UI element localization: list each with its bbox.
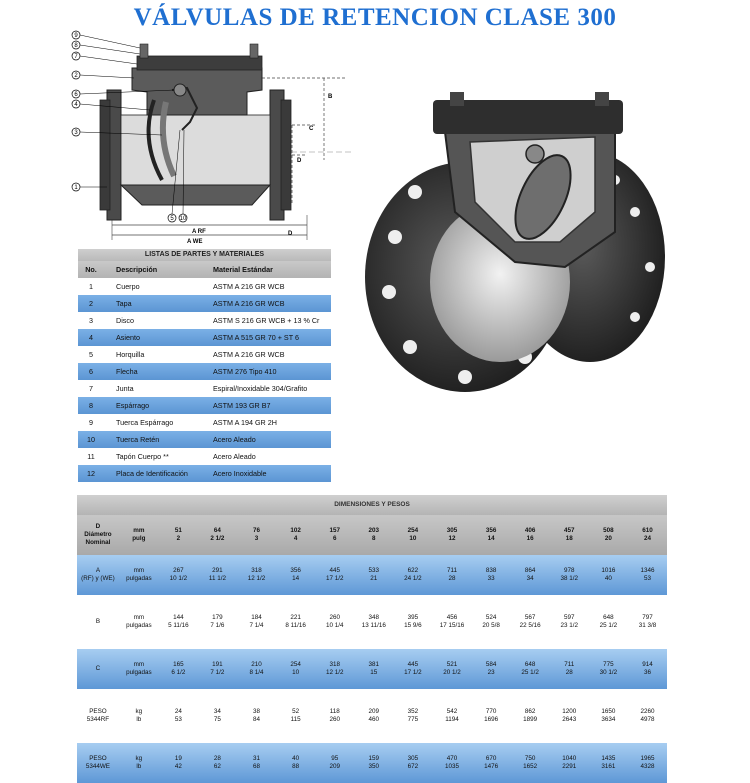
value-cell: 352 775: [407, 708, 419, 723]
dim-label-c: C: [309, 126, 314, 132]
parts-table-caption: LISTAS DE PARTES Y MATERIALES: [78, 249, 331, 261]
value-cell: 157 6: [329, 527, 340, 542]
row-unit: mm pulgadas: [126, 567, 152, 582]
part-material: Acero Inoxidable: [213, 469, 267, 478]
part-no: 6: [89, 367, 93, 376]
part-description: Disco: [116, 316, 134, 325]
row-label: PESO 5344WE: [85, 755, 111, 770]
value-cell: 356 14: [290, 567, 301, 582]
part-material: Acero Aleado: [213, 452, 256, 461]
part-no: 7: [89, 384, 93, 393]
row-unit: kg lb: [135, 708, 143, 723]
value-cell: 291 11 1/2: [208, 567, 226, 582]
value-cell: 622 24 1/2: [404, 567, 422, 582]
part-description: Tapa: [116, 299, 132, 308]
value-cell: 159 350: [368, 755, 380, 770]
part-description: Tuerca Retén: [116, 435, 160, 444]
value-cell: 670 1476: [484, 755, 499, 770]
table-row: [78, 431, 331, 448]
part-no: 9: [89, 418, 93, 427]
value-cell: 24 53: [174, 708, 182, 723]
value-cell: 648 25 1/2: [521, 661, 539, 676]
table-row: [77, 649, 667, 689]
row-label: C: [95, 665, 101, 672]
part-description: Asiento: [116, 333, 140, 342]
row-spacer: [77, 689, 667, 696]
value-cell: 64 2 1/2: [210, 527, 225, 542]
table-row: [77, 743, 667, 783]
value-cell: 584 23: [485, 661, 497, 676]
value-cell: 610 24: [642, 527, 653, 542]
value-cell: 750 1652: [523, 755, 538, 770]
table-row: [78, 465, 331, 482]
dim-label-b: B: [328, 94, 333, 100]
value-cell: 862 1899: [523, 708, 538, 723]
value-cell: 184 7 1/4: [249, 614, 264, 629]
svg-text:7: 7: [74, 54, 78, 60]
part-material: ASTM A 216 GR WCB: [213, 282, 285, 291]
value-cell: 318 12 1/2: [247, 567, 266, 582]
svg-text:1: 1: [74, 185, 78, 191]
part-no: 2: [89, 299, 93, 308]
dim-label-a-rf: A RF: [192, 229, 206, 235]
dimensions-table-caption: DIMENSIONES Y PESOS: [77, 495, 667, 515]
value-cell: 165 6 1/2: [171, 661, 186, 676]
value-cell: 597 23 1/2: [560, 614, 579, 629]
value-cell: 542 1194: [445, 708, 459, 723]
part-material: ASTM 193 GR B7: [213, 401, 271, 410]
value-cell: 648 25 1/2: [599, 614, 618, 629]
value-cell: 978 38 1/2: [560, 567, 579, 582]
value-cell: 144 5 11/16: [168, 614, 189, 629]
part-no: 4: [89, 333, 93, 342]
part-material: ASTM S 216 GR WCB + 13 % Cr: [213, 316, 320, 325]
part-description: Placa de Identificación: [116, 469, 188, 478]
dim-label-a-we: A WE: [187, 239, 203, 245]
row-unit: mm pulgadas: [126, 614, 152, 629]
value-cell: 28 62: [213, 755, 221, 770]
value-cell: 457 18: [564, 527, 575, 542]
header-material: Material Estándar: [213, 265, 273, 274]
value-cell: 1346 53: [640, 567, 655, 582]
part-description: Junta: [116, 384, 134, 393]
part-no: 10: [87, 435, 95, 444]
part-no: 5: [89, 350, 93, 359]
value-cell: 102 4: [290, 527, 301, 542]
parts-table-header: [78, 261, 331, 278]
value-cell: 864 34: [524, 567, 536, 582]
value-cell: 1965 4328: [640, 755, 655, 770]
table-row: [78, 448, 331, 465]
part-material: ASTM A 194 GR 2H: [213, 418, 277, 427]
part-description: Espárrago: [116, 401, 150, 410]
header-description: Descripción: [116, 265, 158, 274]
value-cell: 254 10: [407, 527, 419, 542]
dim-label-d: D: [297, 158, 302, 164]
value-cell: 305 12: [446, 527, 458, 542]
callout-8: [72, 41, 140, 54]
value-cell: 1016 40: [601, 567, 616, 582]
svg-text:9: 9: [74, 33, 78, 39]
table-row: [78, 380, 331, 397]
header-no: No.: [85, 265, 97, 274]
value-cell: 348 13 11/16: [361, 614, 386, 629]
row-label: D Diámetro Nominal: [84, 523, 112, 546]
value-cell: 524 20 5/8: [482, 614, 500, 629]
row-label: B: [95, 618, 101, 625]
row-spacer: [77, 736, 667, 743]
value-cell: 1040 2291: [562, 755, 577, 770]
value-cell: 711 28: [564, 661, 575, 676]
value-cell: 19 42: [174, 755, 182, 770]
row-unit: mm pulg: [132, 527, 146, 542]
value-cell: 52 115: [290, 708, 301, 723]
value-cell: 210 8 1/4: [249, 661, 264, 676]
value-cell: 797 31 3/8: [638, 614, 657, 629]
svg-text:4: 4: [74, 102, 78, 108]
parts-materials-table: [78, 249, 331, 482]
svg-text:8: 8: [74, 43, 78, 49]
value-cell: 305 672: [407, 755, 419, 770]
value-cell: 40 88: [292, 755, 300, 770]
dimensions-header-row: [77, 515, 667, 555]
value-cell: 209 460: [368, 708, 380, 723]
valve-section-drawing: [62, 30, 362, 245]
value-cell: 445 17 1/2: [325, 567, 344, 582]
table-row: [78, 278, 331, 295]
part-material: ASTM A 515 GR 70 + ST 6: [213, 333, 299, 342]
part-no: 1: [89, 282, 93, 291]
table-row: [77, 555, 667, 595]
value-cell: 31 68: [253, 755, 261, 770]
part-description: Horquilla: [116, 350, 145, 359]
row-unit: mm pulgadas: [126, 661, 152, 676]
value-cell: 38 84: [253, 708, 261, 723]
table-row: [77, 602, 667, 642]
value-cell: 118 260: [329, 708, 340, 723]
dimensions-weights-table: [77, 495, 667, 783]
value-cell: 356 14: [485, 527, 497, 542]
value-cell: 508 20: [603, 527, 614, 542]
svg-text:6: 6: [74, 92, 78, 98]
part-description: Flecha: [116, 367, 138, 376]
table-row: [78, 414, 331, 431]
value-cell: 533 21: [368, 567, 380, 582]
valve-cutaway-illustration: [365, 92, 670, 397]
value-cell: 318 12 1/2: [325, 661, 344, 676]
value-cell: 179 7 1/6: [210, 614, 225, 629]
row-spacer: [77, 642, 667, 649]
part-material: Espiral/Inoxidable 304/Grafito: [213, 384, 308, 393]
value-cell: 51 2: [174, 527, 182, 542]
value-cell: 267 10 1/2: [169, 567, 188, 582]
value-cell: 775 30 1/2: [599, 661, 618, 676]
dim-label-d2: D: [288, 231, 293, 237]
part-no: 3: [89, 316, 93, 325]
value-cell: 395 15 9/6: [404, 614, 422, 629]
value-cell: 914 36: [642, 661, 653, 676]
value-cell: 770 1696: [484, 708, 499, 723]
part-material: ASTM 276 Tipo 410: [213, 367, 277, 376]
value-cell: 254 10: [290, 661, 301, 676]
row-spacer: [77, 595, 667, 602]
svg-text:10: 10: [179, 216, 187, 222]
value-cell: 381 15: [368, 661, 380, 676]
value-cell: 260 10 1/4: [325, 614, 344, 629]
part-description: Tapón Cuerpo **: [116, 452, 169, 461]
part-material: Acero Aleado: [213, 435, 256, 444]
svg-text:2: 2: [74, 73, 78, 79]
value-cell: 838 33: [485, 567, 497, 582]
value-cell: 76 3: [253, 527, 261, 542]
value-cell: 1650 3634: [601, 708, 616, 723]
value-cell: 456 17 15/16: [439, 614, 465, 629]
value-cell: 1435 3161: [601, 755, 616, 770]
table-row: [78, 346, 331, 363]
value-cell: 406 16: [524, 527, 536, 542]
table-row: [78, 397, 331, 414]
table-row: [77, 696, 667, 736]
table-row: [78, 295, 331, 312]
value-cell: 221 8 11/16: [285, 614, 306, 629]
table-row: [78, 329, 331, 346]
part-description: Tuerca Espárrago: [116, 418, 174, 427]
part-no: 8: [89, 401, 93, 410]
value-cell: 445 17 1/2: [404, 661, 422, 676]
value-cell: 711 28: [446, 567, 458, 582]
value-cell: 191 7 1/2: [210, 661, 225, 676]
value-cell: 203 8: [368, 527, 380, 542]
part-no: 11: [87, 452, 95, 461]
part-no: 12: [87, 469, 95, 478]
svg-text:5: 5: [170, 216, 174, 222]
part-description: Cuerpo: [116, 282, 140, 291]
value-cell: 2260 4978: [640, 708, 655, 723]
callout-2: [72, 71, 134, 79]
svg-text:3: 3: [74, 130, 78, 136]
row-unit: kg lb: [135, 755, 143, 770]
value-cell: 470 1035: [444, 755, 459, 770]
value-cell: 1200 2643: [562, 708, 577, 723]
table-row: [78, 312, 331, 329]
value-cell: 95 209: [329, 755, 340, 770]
value-cell: 34 75: [213, 708, 221, 723]
page-title: VÁLVULAS DE RETENCION CLASE 300: [133, 4, 617, 31]
row-label: A (RF) y (WE): [81, 567, 115, 582]
callout-7: [72, 52, 137, 64]
value-cell: 567 22 5/16: [519, 614, 541, 629]
row-label: PESO 5344RF: [86, 708, 110, 723]
value-cell: 521 20 1/2: [443, 661, 461, 676]
part-material: ASTM A 216 GR WCB: [213, 350, 285, 359]
table-row: [78, 363, 331, 380]
part-material: ASTM A 216 GR WCB: [213, 299, 285, 308]
